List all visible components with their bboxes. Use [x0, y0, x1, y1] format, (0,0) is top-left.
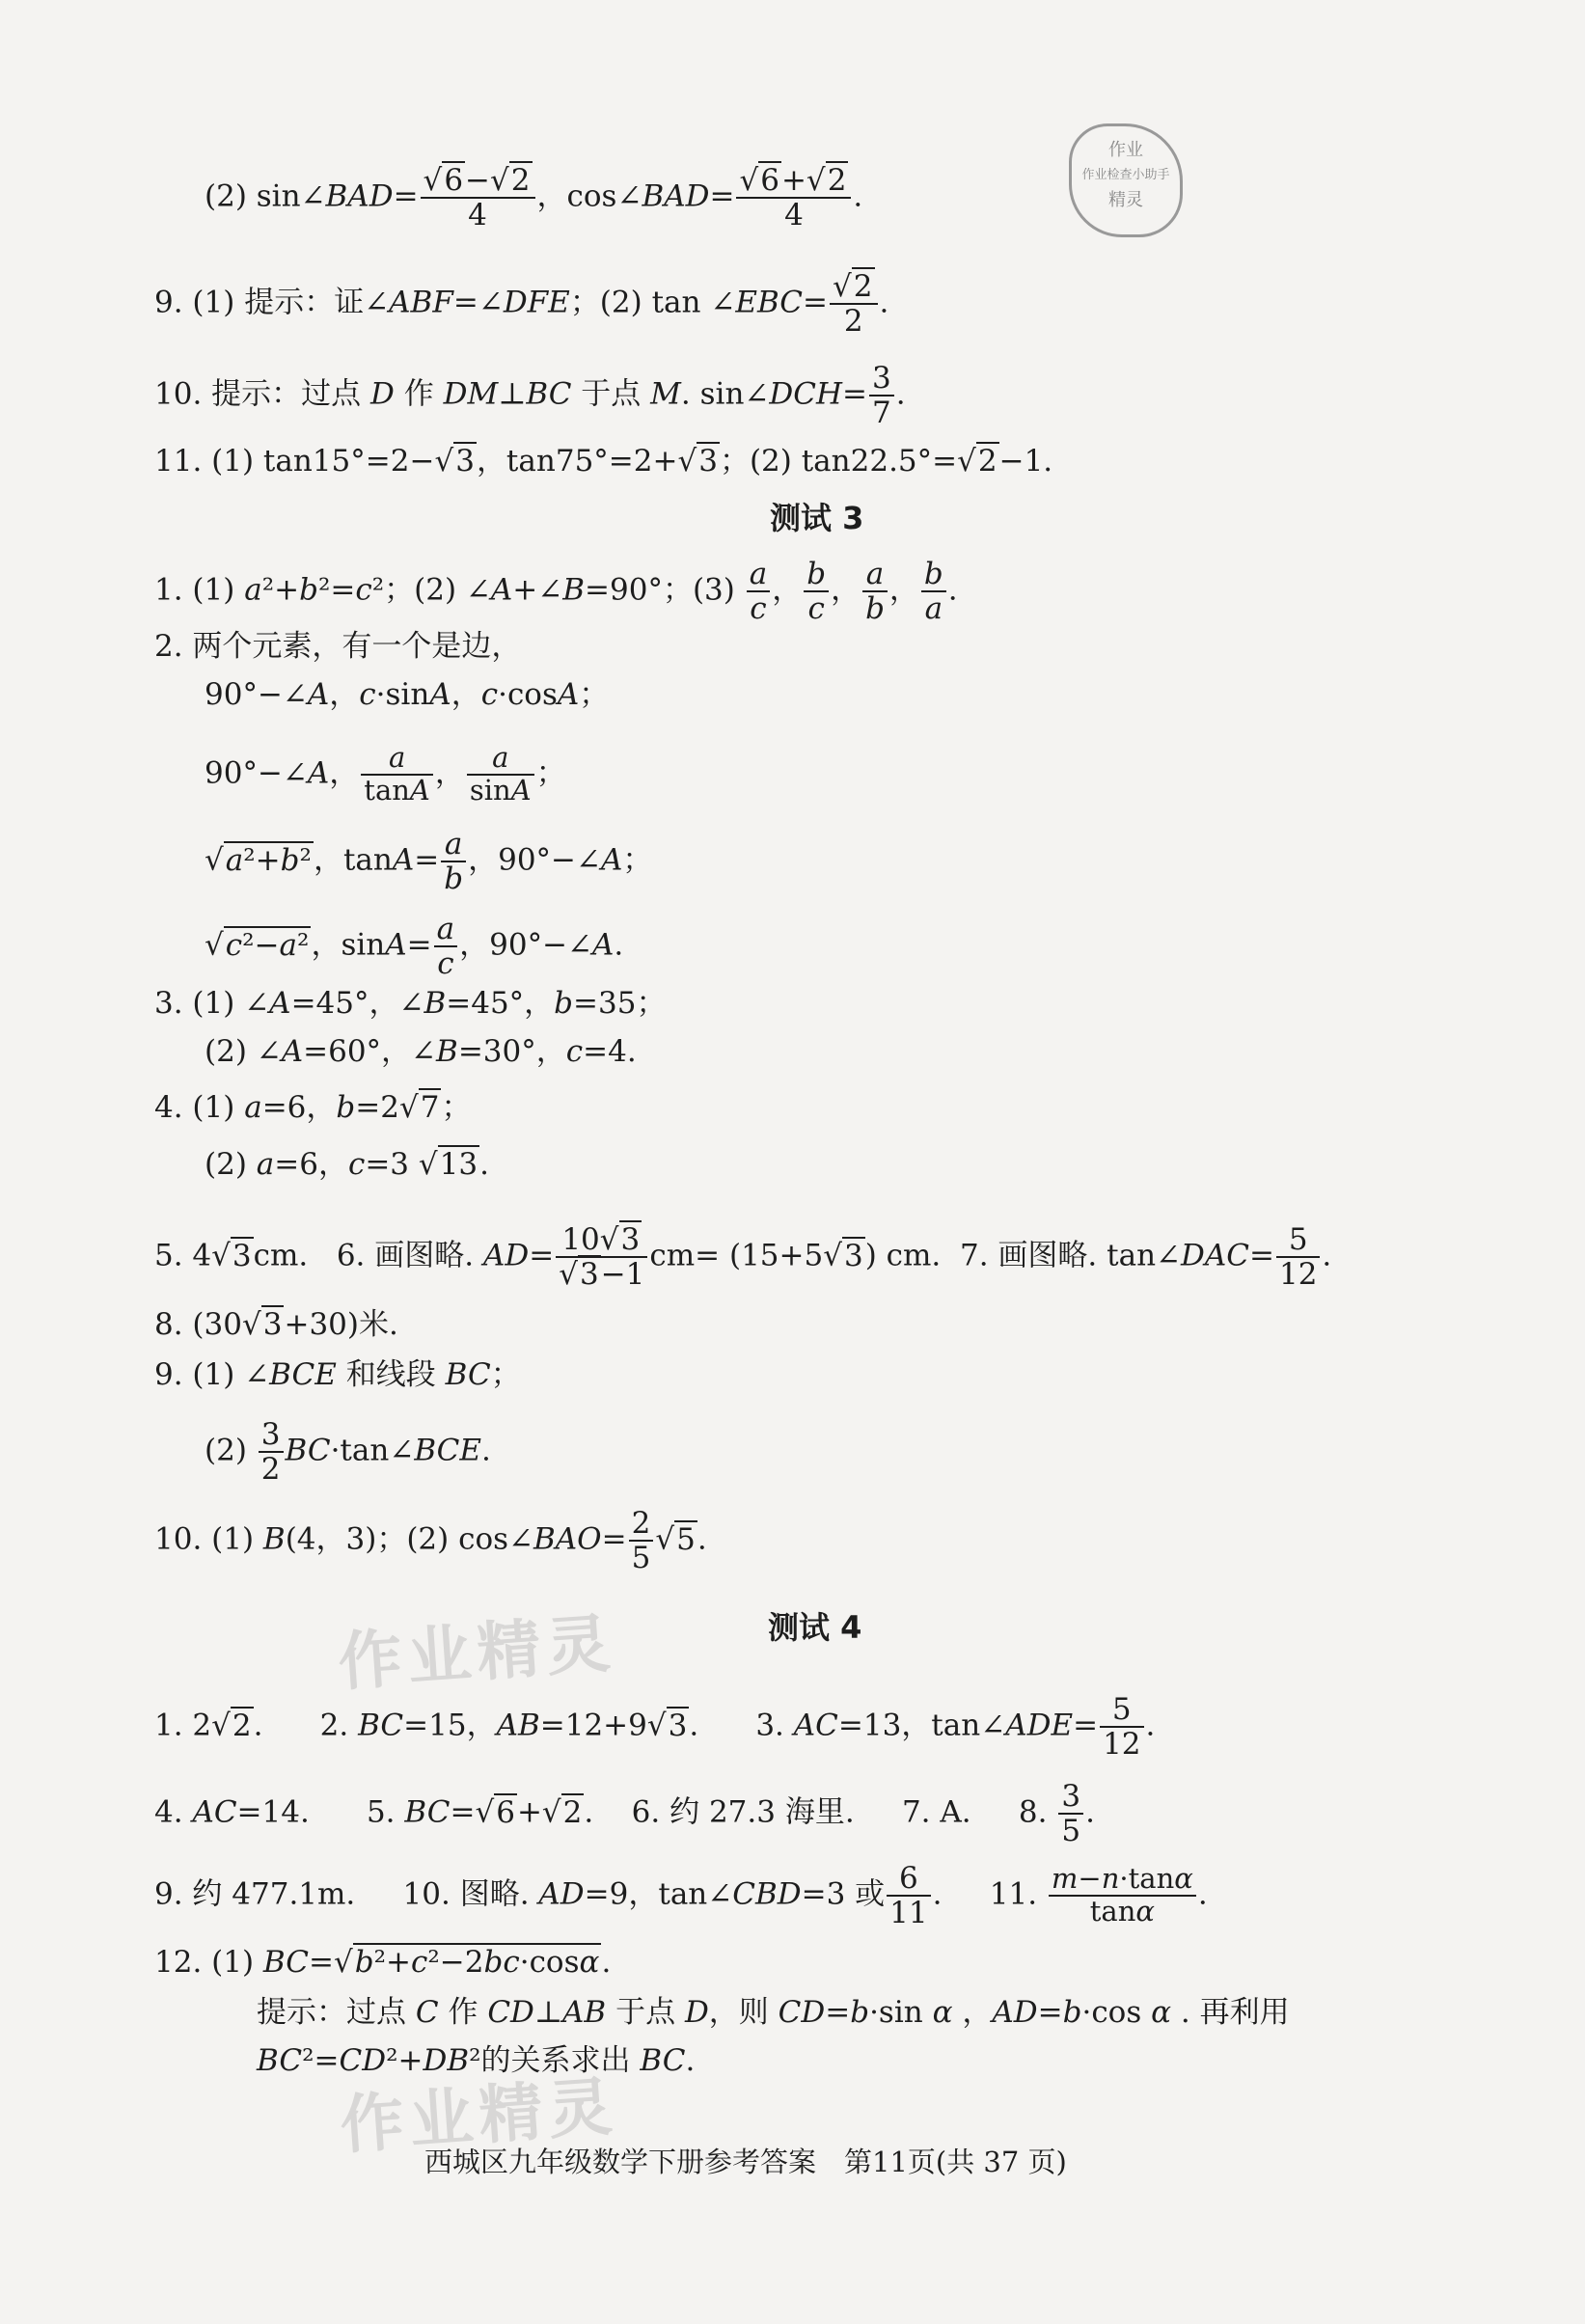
answer-8-2: (2) sin∠BAD= $\frac{√6-√2}{4}$ ，cos∠BAD= $\frac{√6+√2}{4}$ . — [205, 163, 863, 233]
test3-answer-10: 10. (1) B(4，3)；(2) cos∠BAO= $\frac{2}{5}$ √5. — [154, 1506, 707, 1576]
test3-answer-8: 8. (30√3+30)米. — [154, 1307, 398, 1342]
test3-answer-1: 1. (1) a²+b²=c²；(2) ∠A+∠B=90°；(3) $\frac{a}{c}$ ， $\frac{b}{c}$ ， $\frac{a}{b}$ ， $\frac{b}{a}$ . — [154, 557, 958, 627]
answer-10: 10. 提示：过点 D 作 DM⊥BC 于点 M. sin∠DCH= $\frac{3}{7}$ . — [154, 361, 906, 431]
stamp-line-1: 作业 — [1108, 140, 1143, 160]
test3-answer-2-row4: √c²−a²，sinA= $\frac{a}{c}$ ，90°−∠A. — [205, 912, 624, 982]
test3-answer-3-1: 3. (1) ∠A=45°，∠B=45°，b=35； — [154, 986, 667, 1021]
page-footer: 西城区九年级数学下册参考答案 第11页(共 37 页) — [424, 2146, 1067, 2178]
answer-9: 9. (1) 提示：证∠ABF=∠DFE；(2) tan ∠EBC= $\frac{√2}{2}$ . — [154, 269, 889, 340]
test3-answer-2: 2. 两个元素，有一个是边， — [154, 629, 522, 664]
test3-answer-2-row2: 90°−∠A， $\frac{a}{\tan A}$ ， $\frac{a}{\sin A}$ ； — [205, 741, 566, 807]
section-title-test-3: 测试 3 — [770, 500, 864, 536]
stamp-line-3: 精灵 — [1108, 190, 1143, 210]
section-title-test-4: 测试 4 — [768, 1609, 862, 1646]
test3-answer-9-2: (2) $\frac{3}{2}$ BC·tan∠BCE. — [205, 1417, 491, 1488]
stamp-line-2: 作业检查小助手 — [1081, 168, 1170, 182]
test4-answer-12-hint: 提示：过点 C 作 CD⊥AB 于点 D，则 CD=b·sin α ，AD=b·cos α . 再利用 — [257, 1995, 1290, 2030]
test3-answer-2-row3: √a²+b²，tanA= $\frac{a}{b}$ ，90°−∠A； — [205, 827, 653, 897]
logo-stamp — [1069, 123, 1183, 237]
test3-answer-5-6-7: 5. 4√3cm. 6. 画图略. AD= $\frac{10√3}{√3-1}$ cm= (15+5√3) cm. 7. 画图略. tan∠DAC= $\frac{5}{12}$ . — [154, 1222, 1332, 1293]
test4-answers-1-3: 1. 2√2. 2. BC=15，AB=12+9√3. 3. AC=13，tan∠ADE= $\frac{5}{12}$ . — [154, 1692, 1156, 1763]
watermark: 作业精灵 — [336, 1606, 618, 1700]
test3-answer-9-1: 9. (1) ∠BCE 和线段 BC； — [154, 1357, 521, 1392]
test4-answer-12: 12. (1) BC=√b²+c²−2bc·cosα. — [154, 1945, 612, 1980]
answer-11: 11. (1) tan15°=2−√3，tan75°=2+√3；(2) tan22.5°=√2−1. — [154, 444, 1053, 478]
test3-answer-3-2: (2) ∠A=60°，∠B=30°，c=4. — [205, 1034, 637, 1069]
test3-answer-4-1: 4. (1) a=6，b=2√7； — [154, 1090, 472, 1125]
test4-answer-12-hint-2: BC²=CD²+DB²的关系求出 BC. — [257, 2043, 696, 2078]
test4-answers-4-8: 4. AC=14. 5. BC=√6+√2. 6. 约 27.3 海里. 7. A. 8. $\frac{3}{5}$ . — [154, 1779, 1095, 1849]
test3-answer-2-row1: 90°−∠A，c·sinA，c·cosA； — [205, 677, 610, 712]
watermark: 作业精灵 — [338, 2069, 620, 2163]
test4-answers-9-11: 9. 约 477.1m. 10. 图略. AD=9，tan∠CBD=3 或 $\frac{6}{11}$ . 11. $\frac{m-n\cdot\tan\alpha}{\tan\alpha}$ . — [154, 1861, 1208, 1931]
test3-answer-4-2: (2) a=6，c=3 √13. — [205, 1147, 489, 1182]
